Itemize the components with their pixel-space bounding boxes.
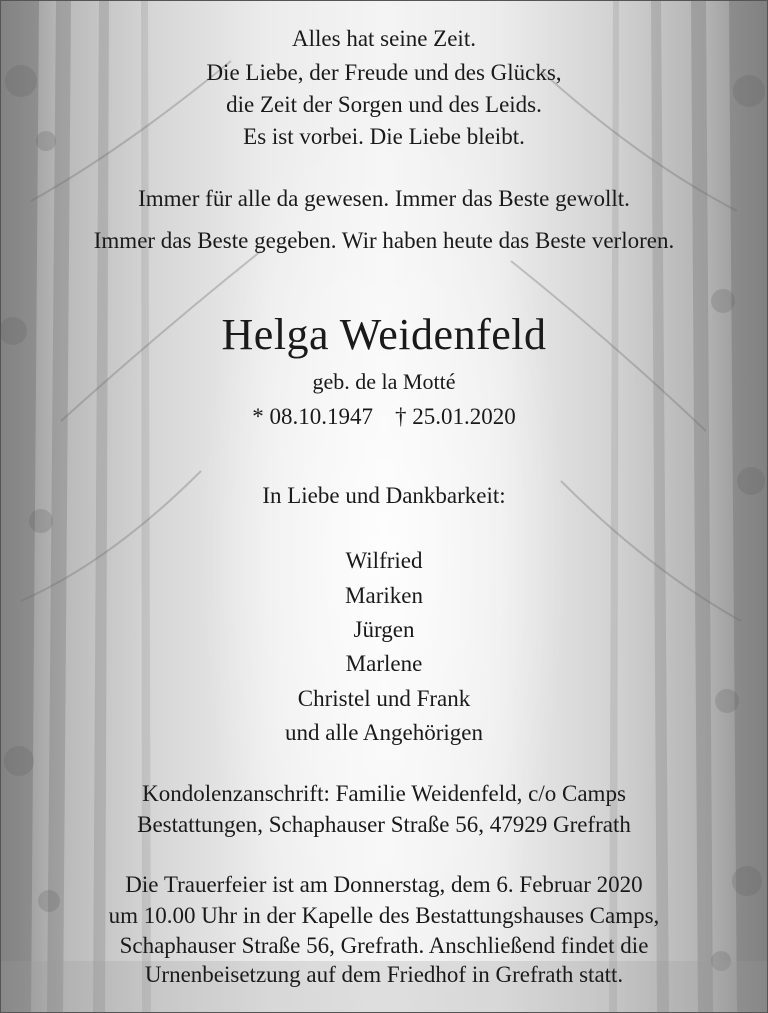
poem-line: Die Liebe, der Freude und des Glücks, xyxy=(206,60,562,85)
tribute-line: Immer das Beste gegeben. Wir haben heute das Beste verloren. xyxy=(93,228,675,253)
mourner-name: und alle Angehörigen xyxy=(284,720,483,745)
funeral-info-line: Urnenbeisetzung auf dem Friedhof in Grefrath statt. xyxy=(144,962,624,987)
condolence-address-line: Kondolenzanschrift: Familie Weidenfeld, c/o Camps xyxy=(142,781,626,806)
funeral-info-line: Schaphauser Straße 56, Grefrath. Anschließend findet die xyxy=(119,933,649,958)
poem-line: Alles hat seine Zeit. xyxy=(292,26,476,51)
funeral-info-line: Die Trauerfeier ist am Donnerstag, dem 6. Februar 2020 xyxy=(125,872,643,897)
mourner-name: Mariken xyxy=(345,583,423,608)
poem-line: die Zeit der Sorgen und des Leids. xyxy=(226,92,542,117)
mourners-intro: In Liebe und Dankbarkeit: xyxy=(262,483,506,508)
tribute-line: Immer für alle da gewesen. Immer das Beste gewollt. xyxy=(138,186,630,211)
maiden-name: geb. de la Motté xyxy=(312,369,456,394)
poem-line: Es ist vorbei. Die Liebe bleibt. xyxy=(243,124,525,149)
mourner-name: Marlene xyxy=(345,651,423,676)
mourner-name: Christel und Frank xyxy=(297,686,471,711)
funeral-info-line: um 10.00 Uhr in der Kapelle des Bestattungshauses Camps, xyxy=(108,903,660,928)
birth-date: * 08.10.1947 xyxy=(252,404,373,429)
life-dates xyxy=(1,404,767,430)
notice-text xyxy=(1,1,767,1012)
mourner-name: Jürgen xyxy=(353,617,415,642)
death-date: † 25.01.2020 xyxy=(395,404,516,429)
mourner-name: Wilfried xyxy=(345,548,423,573)
condolence-address-line: Bestattungen, Schaphauser Straße 56, 47929 Grefrath xyxy=(137,812,631,837)
deceased-name: Helga Weidenfeld xyxy=(221,310,547,359)
